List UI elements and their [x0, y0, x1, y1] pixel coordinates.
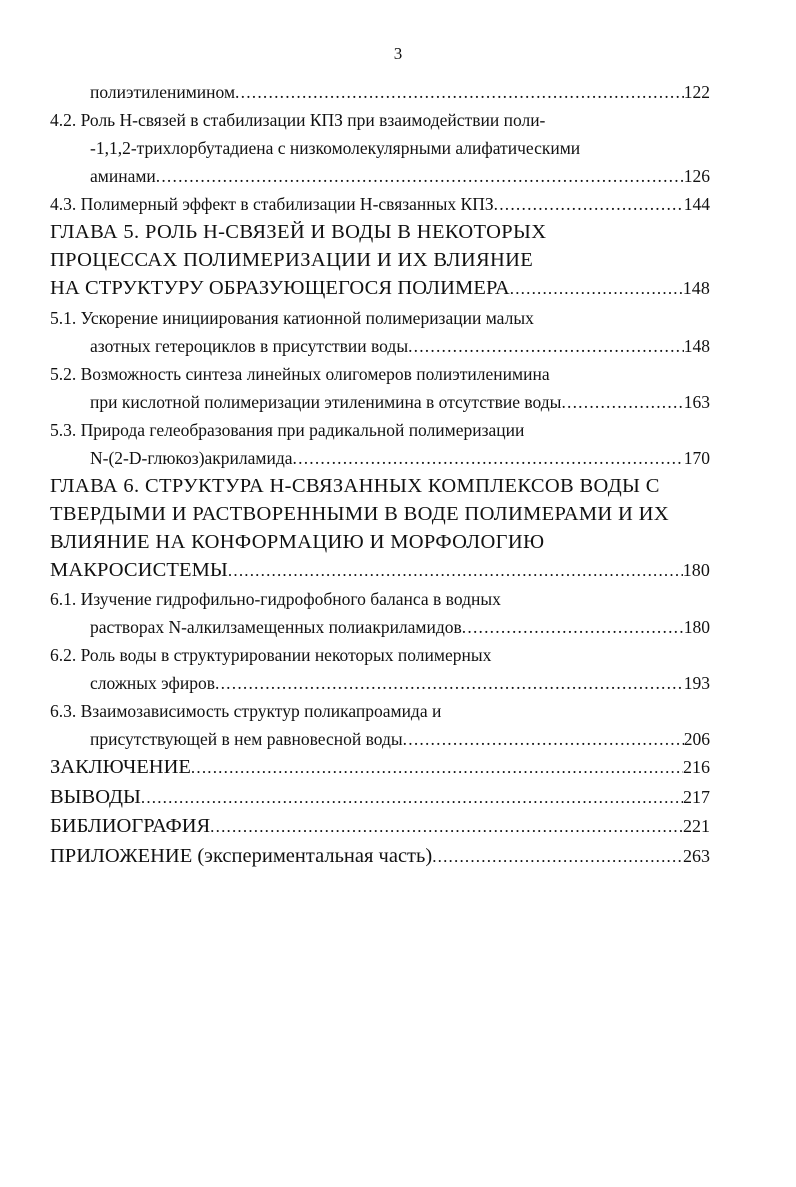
toc-entry-last-line: [50, 78, 710, 106]
leader-dots: [494, 190, 684, 218]
toc-entry: [50, 697, 710, 753]
toc-page-number: 193: [683, 673, 710, 694]
toc-entry: [50, 106, 710, 190]
toc-entry: [50, 78, 710, 106]
leader-dots: [228, 557, 683, 585]
toc-chapter-line: ГЛАВА 6. СТРУКТУРА Н-СВЯЗАННЫХ КОМПЛЕКСОВ ВОДЫ С: [50, 474, 660, 497]
toc-page-number: 206: [683, 729, 710, 750]
toc-entry-last-line: [50, 332, 710, 360]
toc-entry-last-line: [50, 190, 710, 218]
toc-chapter-line: ВЛИЯНИЕ НА КОНФОРМАЦИЮ И МОРФОЛОГИЮ: [50, 531, 545, 554]
toc-top-entry: [50, 812, 710, 842]
toc-entry: [50, 641, 710, 697]
toc-entry-last-line: [50, 556, 710, 585]
toc-entry-line: -1,1,2-трихлорбутадиена с низкомолекулярными алифатическими: [90, 138, 581, 158]
leader-dots: [210, 813, 683, 842]
leader-dots: [156, 162, 684, 190]
toc-top-title: БИБЛИОГРАФИЯ: [50, 815, 211, 838]
toc-chapter: [50, 472, 710, 586]
toc-page-number: 263: [683, 845, 710, 866]
toc-page-number: 221: [683, 816, 710, 837]
toc-chapter-title: НА СТРУКТУРУ ОБРАЗУЮЩЕГОСЯ ПОЛИМЕРА: [50, 277, 510, 300]
toc-top-entry: [50, 842, 710, 872]
toc-chapter: [50, 218, 710, 304]
toc-top-entry: [50, 753, 710, 783]
toc-chapter-title: МАКРОСИСТЕМЫ: [50, 559, 228, 582]
toc-entry-last-line: [50, 274, 710, 303]
toc-page-number: 180: [683, 617, 710, 638]
toc-top-entry: [50, 783, 710, 813]
toc-entry-last-line: [50, 842, 710, 872]
toc-page-number: 122: [683, 82, 710, 102]
toc-entry: [50, 416, 710, 472]
toc-page-number: 217: [683, 786, 710, 807]
toc-entry-line: 4.2. Роль Н-связей в стабилизации КПЗ при взаимодействии поли-: [50, 110, 546, 130]
toc-entry-last-line: [50, 613, 710, 641]
toc-entry-last-line: [50, 812, 710, 842]
toc-entry-line: 5.3. Природа гелеобразования при радикальной полимеризации: [50, 419, 525, 440]
toc-entry-last-line: [50, 162, 710, 190]
toc-entry-title: при кислотной полимеризации этиленимина в отсутствие воды: [90, 391, 562, 412]
toc-entry-last-line: [50, 444, 710, 472]
toc-entry-title: сложных эфиров: [90, 673, 216, 694]
toc-page-number: 148: [683, 335, 710, 356]
table-of-contents: [50, 78, 710, 871]
toc-entry-last-line: [50, 783, 710, 813]
toc-page-number: 144: [683, 194, 710, 214]
toc-entry-line: 6.2. Роль воды в структурировании некоторых полимерных: [50, 645, 492, 666]
toc-entry-title: 4.3. Полимерный эффект в стабилизации Н-связанных КПЗ: [50, 194, 494, 214]
toc-chapter-line: ТВЕРДЫМИ И РАСТВОРЕННЫМИ В ВОДЕ ПОЛИМЕРАМИ И ИХ: [50, 502, 669, 525]
leader-dots: [141, 784, 683, 813]
leader-dots: [462, 613, 684, 641]
leader-dots: [408, 332, 684, 360]
toc-entry-title: растворах N-алкилзамещенных полиакриламидов: [90, 617, 462, 638]
toc-page-number: 126: [683, 166, 710, 186]
leader-dots: [561, 388, 683, 416]
leader-dots: [510, 275, 683, 303]
toc-page-number: 163: [683, 391, 710, 412]
toc-entry-line: 5.2. Возможность синтеза линейных олигомеров полиэтиленимина: [50, 363, 550, 384]
toc-entry-title: присутствующей в нем равновесной воды: [90, 729, 403, 750]
toc-page-number: 148: [682, 278, 710, 299]
toc-top-title: ЗАКЛЮЧЕНИЕ: [50, 756, 191, 779]
leader-dots: [403, 725, 684, 753]
toc-top-title: ВЫВОДЫ: [50, 785, 141, 808]
toc-entry-last-line: [50, 725, 710, 753]
toc-entry-last-line: [50, 388, 710, 416]
leader-dots: [235, 78, 684, 106]
leader-dots: [432, 843, 683, 872]
toc-page-number: 180: [682, 560, 710, 581]
toc-entry-line: 5.1. Ускорение инициирования катионной полимеризации малых: [50, 307, 534, 328]
toc-entry: [50, 304, 710, 360]
toc-chapter-line: ГЛАВА 5. РОЛЬ Н-СВЯЗЕЙ И ВОДЫ В НЕКОТОРЫХ: [50, 221, 547, 243]
toc-entry: [50, 360, 710, 416]
toc-entry-title: полиэтиленимином: [90, 82, 236, 102]
toc-entry-last-line: [50, 753, 710, 783]
toc-entry-title: N-(2-D-глюкоз)акриламида: [90, 447, 293, 468]
page-number: 3: [393, 44, 403, 63]
toc-entry: [50, 585, 710, 641]
leader-dots: [293, 444, 684, 472]
toc-entry-title: азотных гетероциклов в присутствии воды: [90, 335, 409, 356]
toc-page-number: 170: [683, 447, 710, 468]
toc-entry: [50, 190, 710, 218]
toc-page-number: 216: [683, 757, 710, 778]
leader-dots: [191, 754, 683, 783]
toc-entry-line: 6.3. Взаимозависимость структур поликапроамида и: [50, 701, 442, 722]
leader-dots: [215, 669, 684, 697]
toc-entry-title: аминами: [90, 166, 156, 186]
toc-entry-line: 6.1. Изучение гидрофильно-гидрофобного баланса в водных: [50, 589, 501, 610]
toc-entry-last-line: [50, 669, 710, 697]
toc-chapter-line: ПРОЦЕССАХ ПОЛИМЕРИЗАЦИИ И ИХ ВЛИЯНИЕ: [50, 249, 534, 272]
toc-top-title: ПРИЛОЖЕНИЕ (экспериментальная часть): [50, 844, 433, 867]
